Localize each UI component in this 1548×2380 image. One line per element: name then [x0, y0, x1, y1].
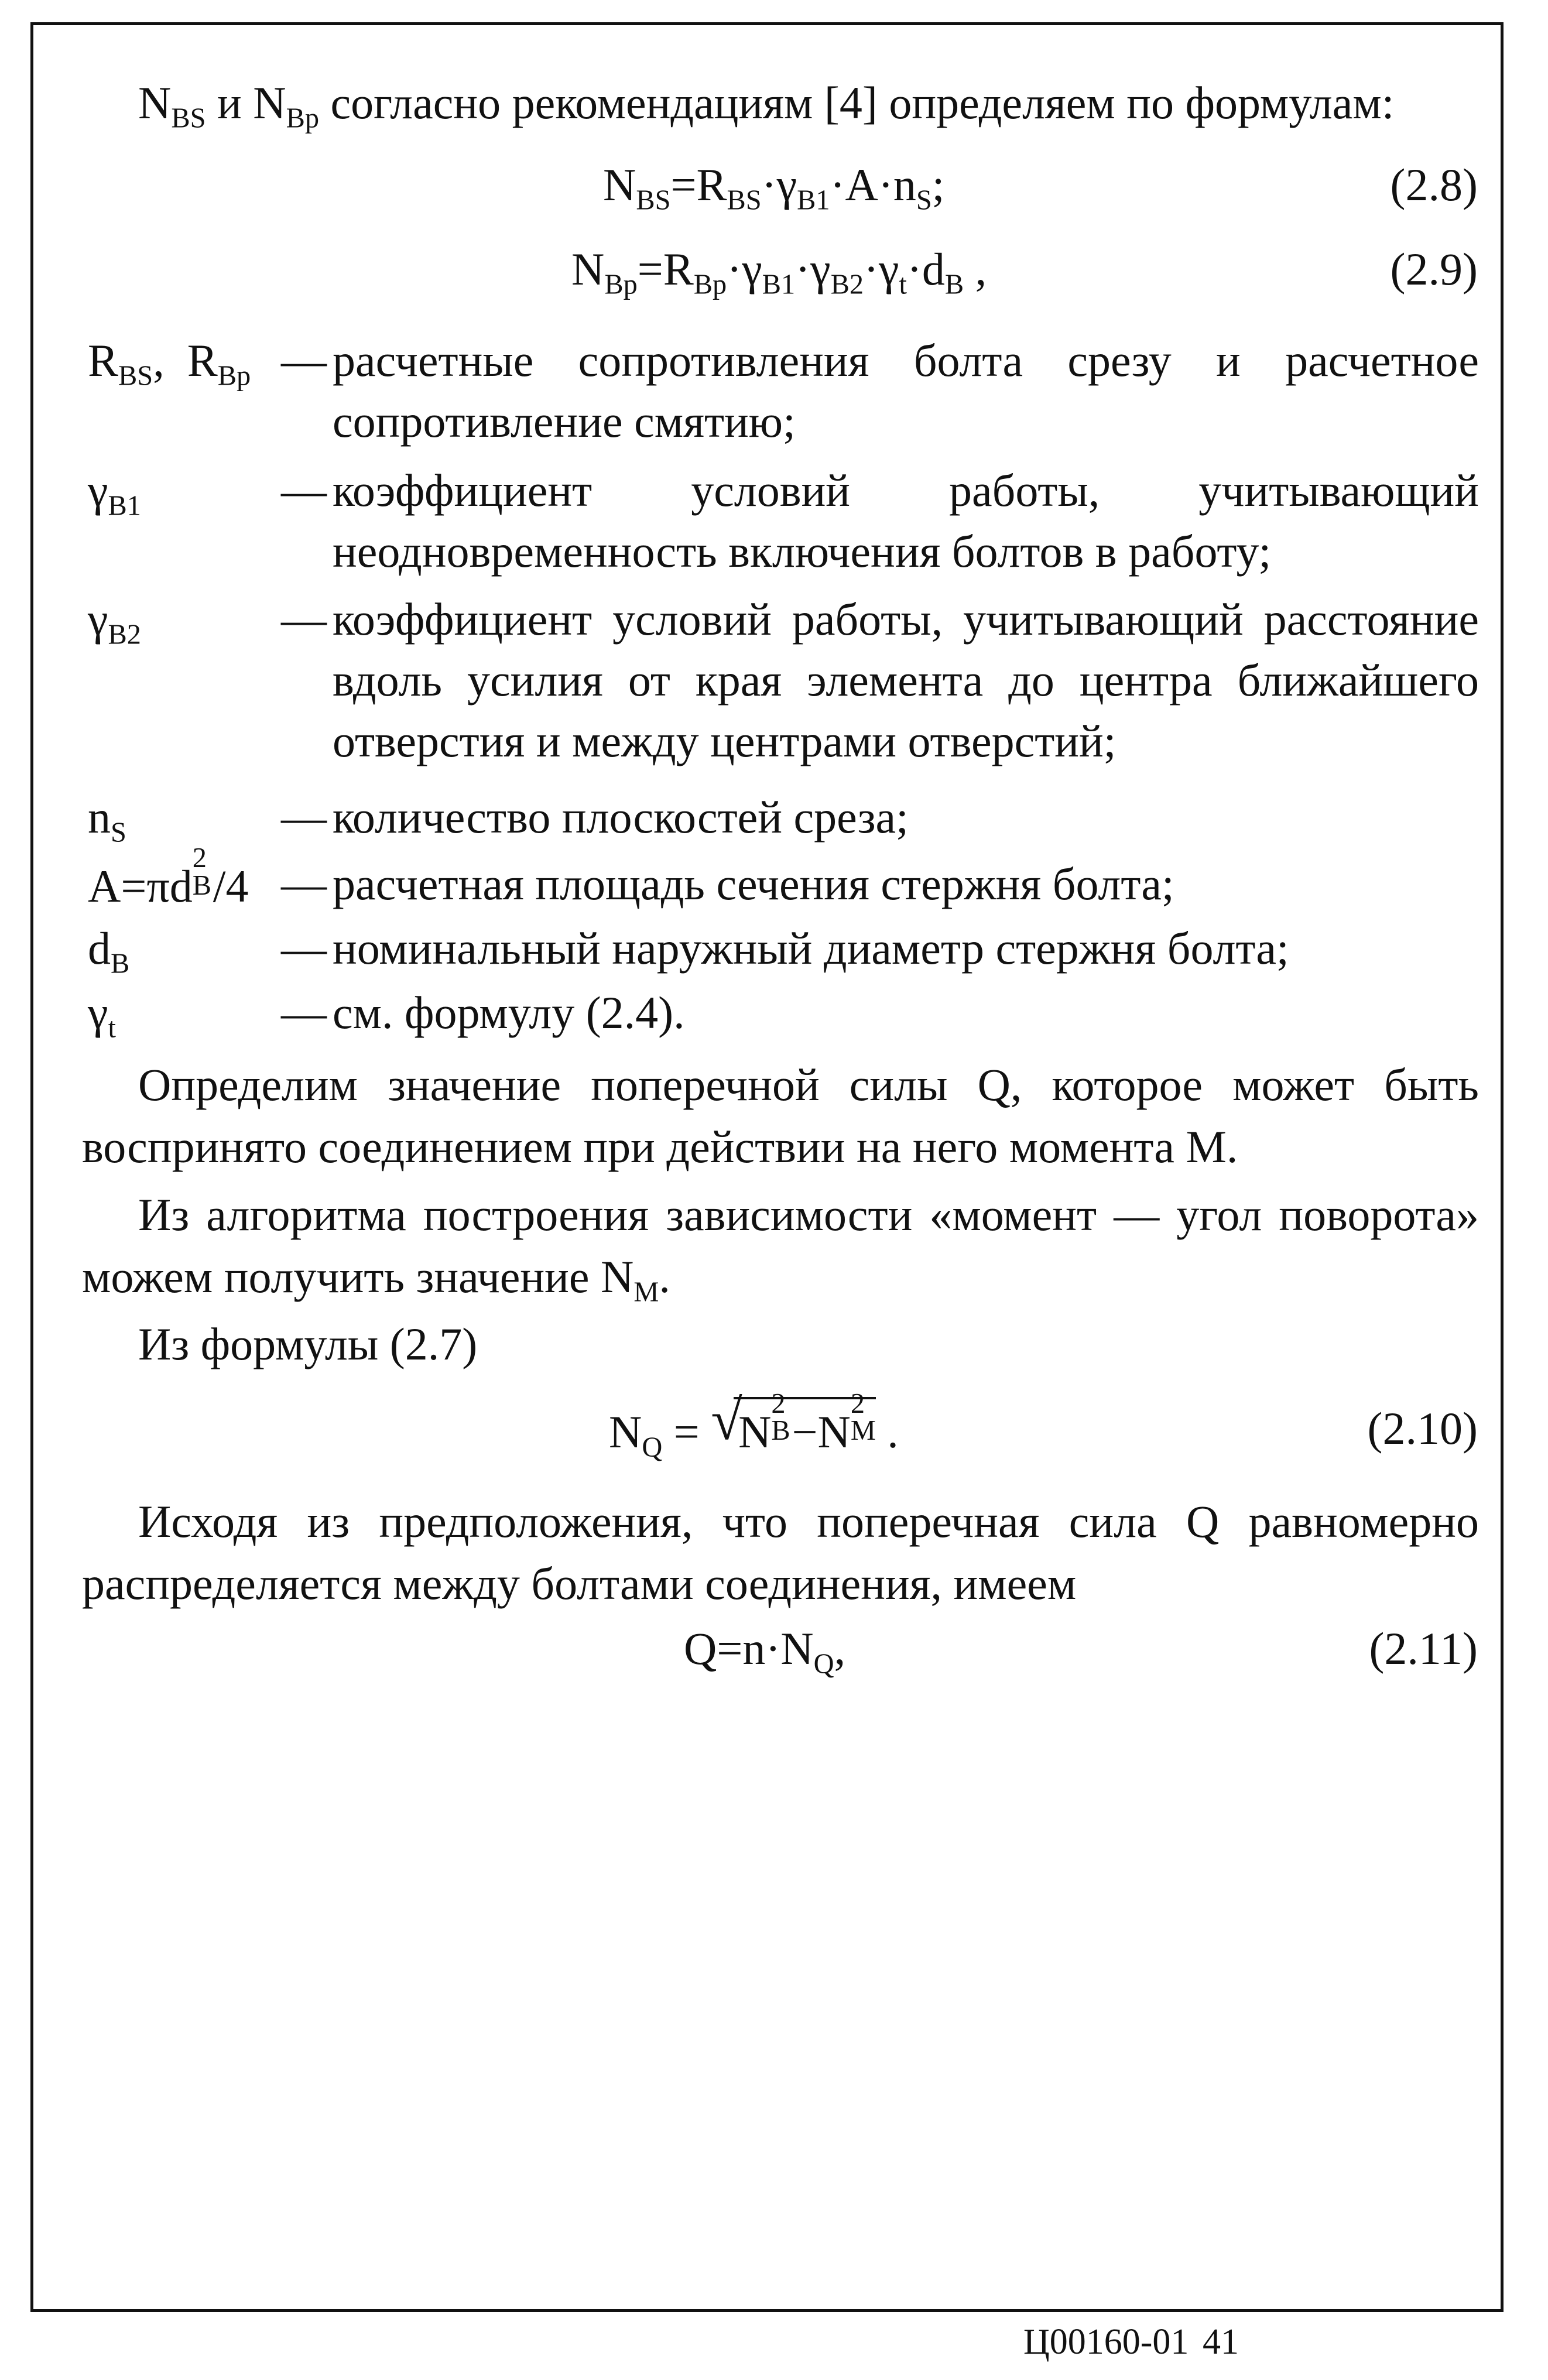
desc-gamma-b1: коэффициент условий работы, учитывающий неодновременность включения болтов в работу; [333, 465, 1479, 577]
dash-4: — [281, 792, 327, 843]
desc-db: номинальный наружный диаметр стержня болта; [333, 923, 1289, 974]
symbol-rbs-rbp: $R_{BS}$, $R_{Bp}$ [88, 335, 251, 392]
paragraph-1: Определим значение поперечной силы Q, которое может быть воспринято соединением при действии на него момента M. [82, 1059, 1479, 1172]
formula-2-8-number: (2.8) [1390, 159, 1478, 210]
desc-area: расчетная площадь сечения стержня болта; [333, 858, 1174, 909]
symbol-gamma-b1: $\gamma_{B1}$ [88, 465, 141, 522]
desc-gamma-t: см. формулу (2.4). [333, 987, 685, 1038]
desc-ns: количество плоскостей среза; [333, 792, 909, 843]
symbol-gamma-t: $\gamma_t$ [88, 987, 116, 1044]
dash-7: — [281, 987, 327, 1038]
intro-and: и [217, 77, 242, 128]
dash-1: — [281, 335, 327, 386]
dash-3: — [281, 594, 327, 645]
dash-6: — [281, 923, 327, 974]
formula-2-11: $Q=n\cdot N_Q$, [684, 1623, 846, 1680]
paragraph-4: Исходя из предположения, что поперечная сила Q равномерно распределяется между болтами соединения, имеем [82, 1496, 1479, 1609]
dash-2: — [281, 465, 327, 516]
formula-2-10: $N_Q$ = √ N 2 B −N 2 M . [609, 1388, 899, 1463]
paragraph-2-end: . [659, 1251, 670, 1302]
paragraph-2 [82, 1184, 1479, 1308]
page-number: 41 [1203, 2322, 1239, 2362]
formula-2-11-number: (2.11) [1369, 1623, 1478, 1674]
intro-line: $N_{BS}$ и $N_{Bp}$ согласно рекомендациям [4] определяем по формулам: [138, 77, 1395, 134]
symbol-area: A=πd 2 B /4 [88, 842, 249, 912]
symbol-gamma-b2: $\gamma_{B2}$ [88, 594, 141, 650]
intro-text: согласно рекомендациям [4] определяем по формулам: [319, 77, 1395, 128]
square-root: √ N 2 B −N 2 M [711, 1397, 875, 1460]
symbol-ns: $n_S$ [88, 792, 126, 848]
footer-code: Ц00160-01 [1023, 2322, 1189, 2362]
formula-2-10-number: (2.10) [1367, 1403, 1478, 1454]
paragraph-2-text: Из алгоритма построения зависимости «момент — угол поворота» можем получить значение N [82, 1189, 1479, 1302]
formula-2-9: $N_{Bp}=R_{Bp}\cdot\gamma_{B1}\cdot\gamma_{B2}\cdot\gamma_t\cdot d_B$ , [571, 244, 987, 300]
dash-5: — [281, 858, 327, 909]
formula-2-9-number: (2.9) [1390, 244, 1478, 294]
desc-rbs-rbp: расчетные сопротивления болта срезу и расчетное сопротивление смятию; [333, 335, 1479, 447]
paragraph-3: Из формулы (2.7) [138, 1319, 478, 1369]
desc-gamma-b2: коэффициент условий работы, учитывающий расстояние вдоль усилия от края элемента до центра ближайшего отверстия и между центрами отверстий; [333, 594, 1479, 766]
symbol-db: $d_B$ [88, 923, 130, 980]
formula-2-8: $N_{BS}=R_{BS}\cdot\gamma_{B1}\cdot A\cdot n_S$; [603, 159, 945, 216]
paragraph-2-sub: M [633, 1276, 659, 1308]
